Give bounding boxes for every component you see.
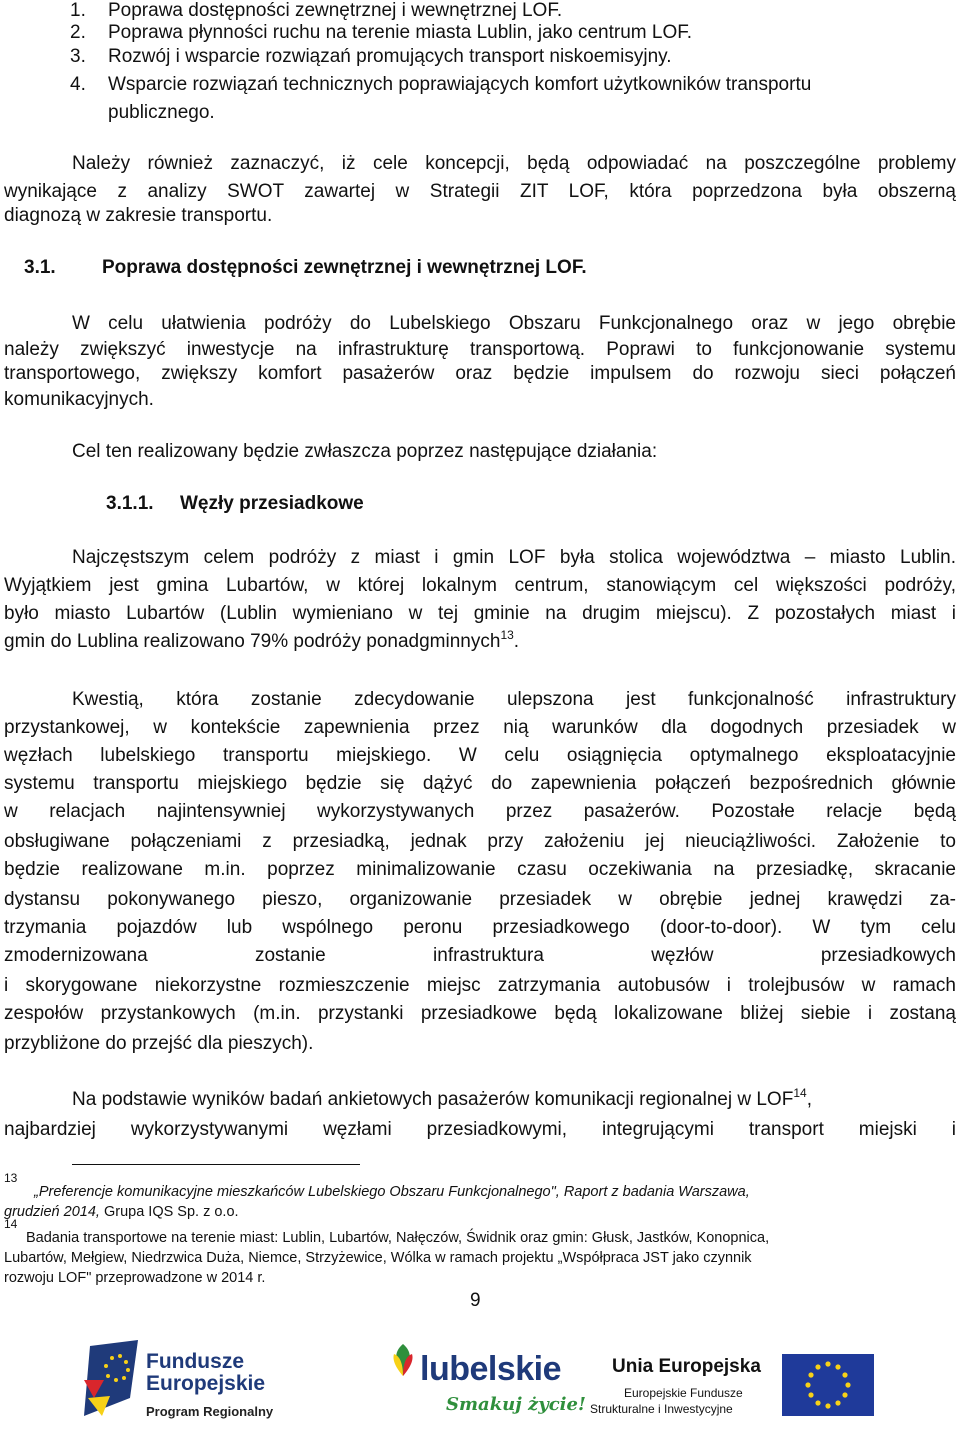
footnote-ref[interactable]: 13 (500, 628, 514, 642)
footnote-text: „Preferencje komunikacyjne mieszkańców Lubelskiego Obszaru Funkcjonalnego", Raport z badania Warszawa, (34, 1184, 750, 1200)
footnote-13-continued (4, 1202, 956, 1222)
text-line: węzłach lubelskiego transportu miejskiego. W celu osiągnięcia optymalnego eksploatacyjnie (4, 745, 956, 766)
ue-title: Unia Europejska (612, 1356, 761, 1377)
text-line: Należy również zaznaczyć, iż cele koncepcji, będą odpowiadać na poszczególne problemy (72, 153, 956, 174)
list-text: publicznego. (108, 102, 215, 123)
fe-title-line1: Fundusze (146, 1350, 244, 1373)
text-line: wynikające z analizy SWOT zawartej w Strategii ZIT LOF, która poprzedzona była obszerną (4, 181, 956, 202)
text-line: komunikacyjnych. (4, 389, 154, 410)
list-item-continuation (70, 102, 950, 126)
lubelskie-wordmark: lubelskie (420, 1350, 562, 1388)
text-span: . (513, 631, 520, 652)
ue-subtitle-line2: Strukturalne i Inwestycyjne (590, 1402, 733, 1416)
text-line: zespołów przystankowych (m.in. przystanki przesiadkowe będą lokalizowane bliżej siebie i zostaną (4, 1003, 956, 1024)
text-line (4, 630, 519, 654)
section-number: 3.1. (24, 257, 56, 278)
text-line: będzie realizowane m.in. poprzez minimalizowanie czasu oczekiwania na przesiadkę, skracanie (4, 859, 956, 880)
list-item (70, 46, 950, 70)
fe-program-label: Program Regionalny (146, 1404, 274, 1419)
text-line: i skorygowane niekorzystne rozmieszczenie miejsc zatrzymania autobusów i trolejbusów w ramach (4, 975, 956, 996)
footnote-separator (72, 1164, 360, 1165)
footnote-text: grudzień 2014, (4, 1204, 100, 1220)
footnote-number: 14 (4, 1217, 18, 1231)
footnote-ref[interactable]: 14 (793, 1086, 807, 1100)
lubelskie-flower-icon (388, 1342, 418, 1378)
section-title: Poprawa dostępności zewnętrznej i wewnętrznej LOF. (102, 257, 587, 278)
text-span: gmin do Lublina realizowano 79% podróży ponadgminnych (4, 631, 501, 652)
text-line: W celu ułatwienia podróży do Lubelskiego Obszaru Funkcjonalnego oraz w jego obrębie (72, 313, 956, 334)
subsection-title: Węzły przesiadkowe (180, 493, 364, 514)
list-number: 3. (70, 46, 86, 67)
text-line: było miasto Lubartów (Lublin wymieniano w tej gminie na drugim miejscu). Z pozostałych miast i (4, 603, 956, 624)
footnote-text: Lubartów, Mełgiew, Niedrzwica Duża, Niemce, Strzyżewice, Wólka w ramach projektu „Współpraca JST jako czynnik (4, 1250, 752, 1266)
list-number: 1. (70, 0, 86, 21)
list-text: Wsparcie rozwiązań technicznych poprawiających komfort użytkowników transportu (108, 74, 812, 95)
text-line: transportowego, zwiększy komfort pasażerów oraz będzie impulsem do rozwoju sieci połączeń (4, 363, 956, 384)
text-line (72, 1088, 812, 1112)
text-line: przybliżone do przejść dla pieszych). (4, 1033, 314, 1054)
list-item (70, 0, 950, 24)
fe-title-line2: Europejskie (146, 1372, 266, 1395)
text-line: zmodernizowana zostanie infrastruktura węzłów przesiadkowych (4, 945, 956, 966)
text-line: systemu transportu miejskiego będzie się dążyć do zapewnienia połączeń bezpośrednich głównie (4, 773, 956, 794)
text-line: diagnozą w zakresie transportu. (4, 205, 273, 226)
text-line: dystansu pokonywanego pieszo, organizowanie przesiadek w obrębie jednej krawędzi za- (4, 889, 956, 910)
fe-star-logo-icon (80, 1336, 142, 1422)
text-line: trzymania pojazdów lub wspólnego peronu przesiadkowego (door-to-door). W tym celu (4, 917, 956, 938)
text-line: należy zwiększyć inwestycje na infrastrukturę transportową. Poprawi to funkcjonowanie systemu (4, 339, 956, 360)
text-line: Kwestią, która zostanie zdecydowanie ulepszona jest funkcjonalność infrastruktury (72, 689, 956, 710)
footnote-13 (4, 1171, 956, 1200)
text-line: Najczęstszym celem podróży z miast i gmin LOF była stolica województwa – miasto Lublin. (72, 547, 956, 568)
text-line: Wyjątkiem jest gmina Lubartów, w której lokalnym centrum, stanowiącym cel większości podróży, (4, 575, 956, 596)
list-number: 2. (70, 22, 86, 43)
text-line: Cel ten realizowany będzie zwłaszcza poprzez następujące działania: (72, 441, 658, 462)
text-line: obsługiwane połączeniami z przesiadką, jednak przy założeniu jej nieuciążliwości. Założenie to (4, 831, 956, 852)
text-span: Na podstawie wyników badań ankietowych pasażerów komunikacji regionalnej w LOF (72, 1089, 794, 1110)
footnote-text: rozwoju LOF" przeprowadzone w 2014 r. (4, 1270, 266, 1286)
page-number: 9 (470, 1290, 481, 1311)
footnote-number: 13 (4, 1171, 18, 1185)
list-text: Poprawa płynności ruchu na terenie miasta Lublin, jako centrum LOF. (108, 22, 693, 43)
footnote-text: Grupa IQS Sp. z o.o. (99, 1204, 239, 1220)
text-span: , (806, 1089, 812, 1110)
list-item (70, 22, 950, 46)
text-line: w relacjach najintensywniej wykorzystywanych przez pasażerów. Pozostałe relacje będą (4, 801, 956, 822)
list-number: 4. (70, 74, 86, 95)
list-item (70, 74, 950, 98)
list-text: Rozwój i wsparcie rozwiązań promujących transport niskoemisyjny. (108, 46, 672, 67)
ue-subtitle-line1: Europejskie Fundusze (624, 1386, 743, 1400)
text-line: przystankowej, w kontekście zapewnienia przez nią warunków dla dogodnych przesiadek w (4, 717, 956, 738)
eu-flag-icon (782, 1354, 874, 1416)
list-text: Poprawa dostępności zewnętrznej i wewnętrznej LOF. (108, 0, 563, 21)
text-line: najbardziej wykorzystywanymi węzłami przesiadkowymi, integrującymi transport miejski i (4, 1119, 956, 1140)
footnote-14 (4, 1217, 956, 1246)
lubelskie-slogan: Smakuj życie! (446, 1394, 586, 1415)
subsection-number: 3.1.1. (106, 493, 154, 514)
footnote-text: Badania transportowe na terenie miast: Lublin, Lubartów, Nałęczów, Świdnik oraz gmin: Głusk, Jastków, Konopnica, (26, 1230, 770, 1246)
